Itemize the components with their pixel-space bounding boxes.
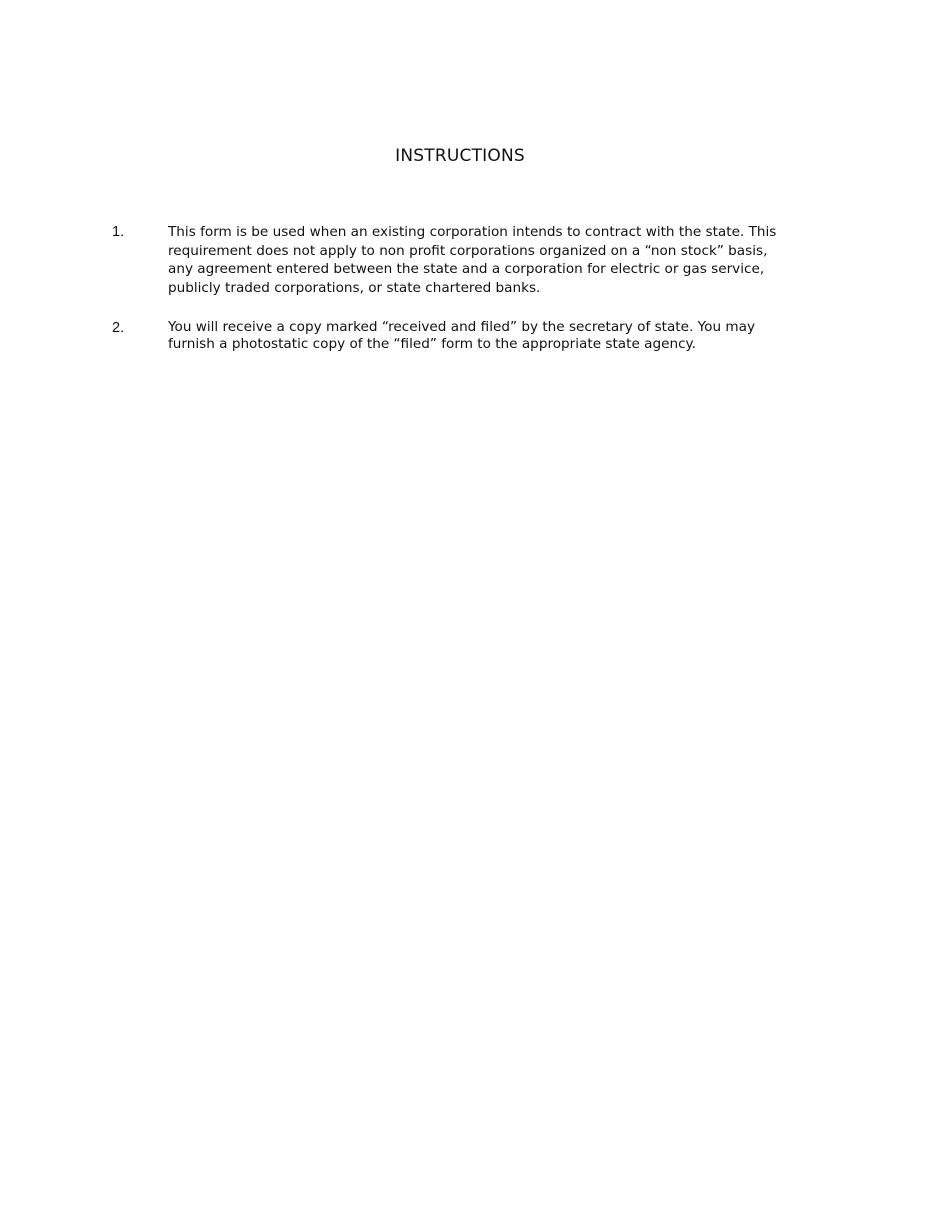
item-number: 2. — [112, 320, 125, 336]
item-text: This form is be used when an existing corporation intends to contract with the state. This requirement does not apply to non profit corporations organized on a “non stock” basis, any agreement entered between the state and a corporation for electric or gas service, publicly traded corporations, or state chartered banks. — [168, 224, 777, 296]
item-number: 1. — [112, 224, 125, 240]
item-text: You will receive a copy marked “received and filed” by the secretary of state. You may furnish a photostatic copy of the “filed” form to the appropriate state agency. — [168, 319, 756, 352]
page-title: INSTRUCTIONS — [395, 146, 525, 166]
